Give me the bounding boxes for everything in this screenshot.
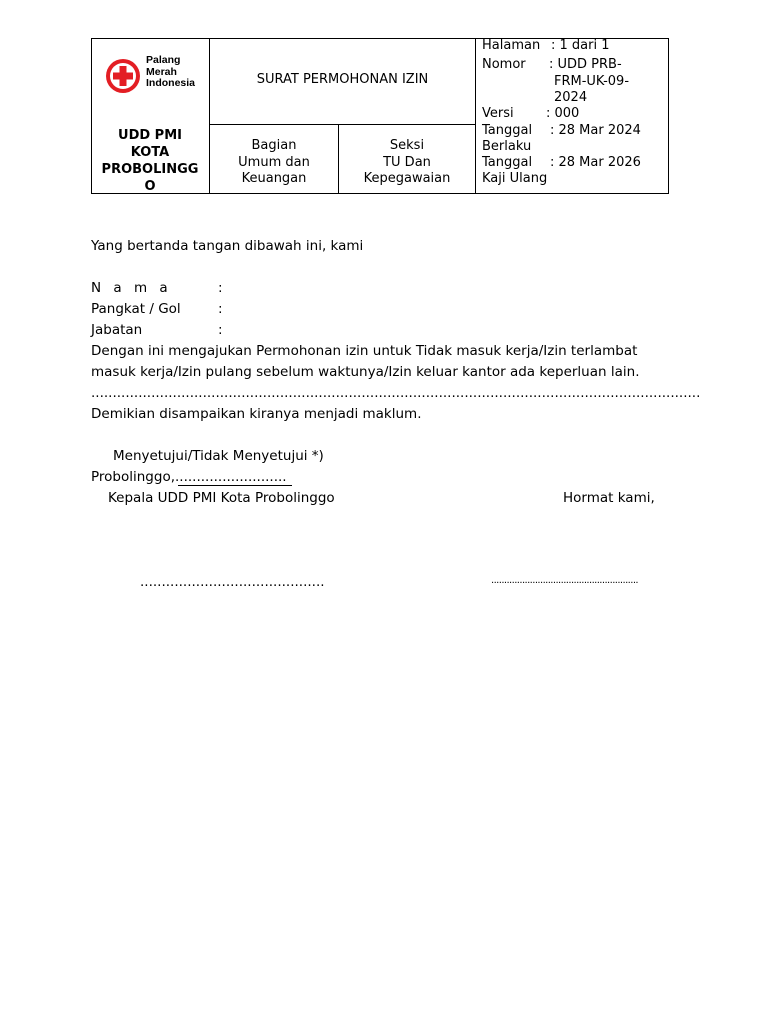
versi-value: : 000 (546, 106, 580, 121)
tanggal-berlaku-label-line: Tanggal (482, 123, 533, 138)
halaman-label: Halaman (482, 38, 541, 53)
dotted-line: .............................................................................................................................................. (91, 385, 701, 401)
signer-left-line: ........................................... (140, 574, 325, 590)
nomor-label: Nomor (482, 57, 526, 72)
nomor-value-line: 2024 (554, 90, 588, 105)
section-seksi-line: Kepegawaian (363, 171, 451, 186)
org-name-line: PROBOLINGG (101, 162, 199, 177)
section-bagian-line: Keuangan (241, 171, 307, 186)
org-name-line: O (144, 179, 156, 194)
section-seksi (339, 138, 475, 188)
tanggal-kaji-label-line: Kaji Ulang (482, 171, 548, 186)
versi-label: Versi (482, 106, 514, 121)
signer-right-line: ......................................................... (491, 575, 638, 586)
tanggal-berlaku-label-line: Berlaku (482, 139, 532, 154)
nomor-value-line: FRM-UK-09- (554, 73, 630, 89)
tanggal-berlaku-label (482, 123, 532, 155)
org-name (94, 127, 206, 195)
tanggal-berlaku-value: : 28 Mar 2024 (550, 123, 641, 138)
place-date-underline (178, 485, 292, 486)
signer-right-title: Hormat kami, (563, 490, 655, 506)
section-bagian-line: Umum dan (238, 154, 310, 170)
section-bagian-line: Bagian (251, 138, 297, 153)
nomor-value (549, 57, 629, 107)
tanggal-kaji-label (482, 155, 547, 187)
nomor-value-line: : UDD PRB- (549, 57, 622, 72)
tanggal-kaji-value: : 28 Mar 2026 (550, 155, 641, 170)
logo-text: Palang Merah Indonesia (146, 54, 196, 89)
org-name-line: KOTA (130, 145, 170, 160)
halaman-value: : 1 dari 1 (551, 38, 610, 53)
field-label-nama: N a m a (91, 280, 172, 296)
section-bagian (210, 138, 338, 188)
field-colon: : (218, 322, 223, 338)
field-colon: : (218, 280, 223, 296)
table-divider (209, 124, 475, 125)
request-line-2: masuk kerja/Izin pulang sebelum waktunya/Izin keluar kantor ada keperluan lain. (91, 364, 640, 380)
tanggal-kaji-label-line: Tanggal (482, 155, 533, 170)
table-divider (475, 38, 476, 194)
section-seksi-line: TU Dan (383, 154, 431, 170)
field-label-pangkat: Pangkat / Gol (91, 301, 181, 317)
signer-left-title: Kepala UDD PMI Kota Probolinggo (108, 490, 335, 506)
field-colon: : (218, 301, 223, 317)
org-name-line: UDD PMI (118, 128, 182, 143)
request-line-1: Dengan ini mengajukan Permohonan izin untuk Tidak masuk kerja/Izin terlambat (91, 343, 638, 359)
section-seksi-line: Seksi (389, 138, 425, 153)
document-title: SURAT PERMOHONAN IZIN (256, 72, 429, 87)
letter-opening: Yang bertanda tangan dibawah ini, kami (91, 238, 364, 254)
closing-line: Demikian disampaikan kiranya menjadi maklum. (91, 406, 422, 422)
red-cross-icon (106, 59, 140, 93)
approval-line: Menyetujui/Tidak Menyetujui *) (113, 448, 324, 464)
place-date: Probolinggo,.......................... (91, 469, 287, 485)
field-label-jabatan: Jabatan (91, 322, 143, 338)
